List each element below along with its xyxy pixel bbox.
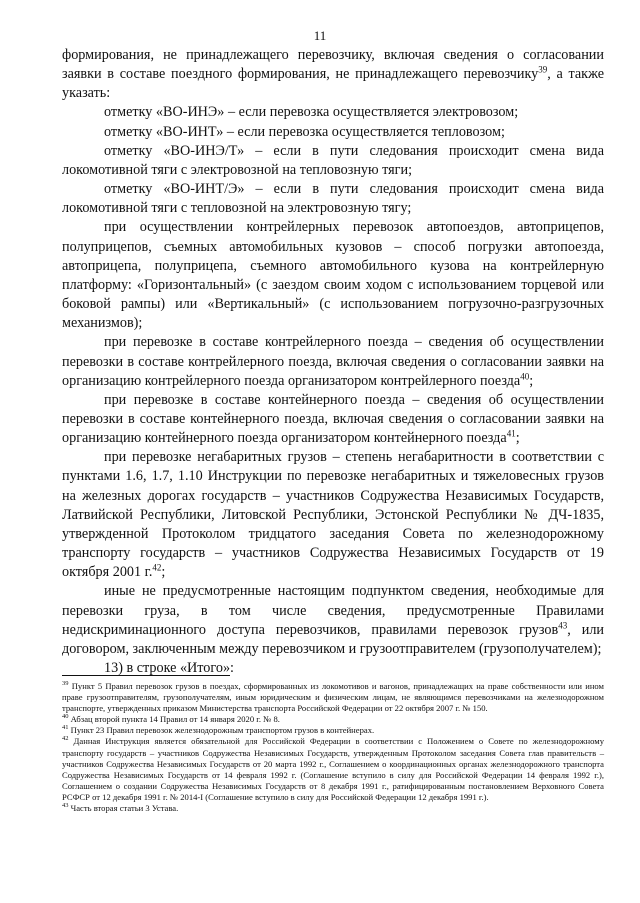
footnote-number: 40 xyxy=(62,713,69,721)
main-text xyxy=(62,46,604,678)
paragraph: при осуществлении контрейлерных перевозок автопоездов, автоприцепов, полуприцепов, съемных автомобильных кузовов – способ погрузки автопоезда, автоприцепа, полуприцепа, съемного автомобильного кузова на контрейлерную платформу: «Горизонтальный» (с заездом своим ходом с использованием торцевой или боковой рампы) или «Вертикальный» (с использованием погрузочно-разгрузочных механизмов); xyxy=(62,219,604,332)
footnote: $^{39}$ Пункт 5 Правил перевозок грузов в поездах, сформированных из локомотивов и вагонов, принадлежащих на праве собственности или ином праве грузоотправителям, грузополучателям, иным юридическим и физическим лицам, не являющимся перевозчиками на железнодорожном транспорте, утвержденных приказом Министерства транспорта Российской Федерации от 22 октября 2007 г. № 150. xyxy=(62,680,604,714)
footnotes xyxy=(62,681,604,814)
footnote-number: 42 xyxy=(62,735,69,743)
paragraph: отметку «ВО-ИНТ» – если перевозка осуществляется тепловозом; xyxy=(104,123,505,140)
footnote: $^{40}$ Абзац второй пункта 14 Правил от 14 января 2020 г. № 8. xyxy=(62,713,280,725)
footnote-ref[interactable]: 40 xyxy=(520,370,530,381)
footnote: $^{41}$ Пункт 23 Правил перевозок железнодорожным транспортом грузов в контейнерах. xyxy=(62,724,375,736)
paragraph: при перевозке негабаритных грузов – степень негабаритности в соответствии с пунктами 1.6, 1.7, 1.10 Инструкции по перевозке негабаритных и тяжеловесных грузов на железных дорогах государств – участников Содружества Независимых Государств, Латвийской Республики, Литовской Республики, Эстонской Республики № ДЧ-1835, утвержденной Протоколом тридцатого заседания Совета по железнодорожному транспорту государств – участников Содружества Независимых Государств от 19 октября 2001 г.$^{42}$; xyxy=(62,449,604,581)
footnote-separator xyxy=(62,675,230,676)
footnote: $^{42}$ Данная Инструкция является обязательной для Российской Федерации в соответствии с Положением о Совете по железнодорожному транспорту государств – участников Содружества Независимых Государств, утвержденным Протоколом заседания Совета глав правительств – участников Содружества Независимых Государств от 20 марта 1992 г., Соглашением о координационных органах железнодорожного транспорта Содружества Независимых Государств от 14 февраля 1992 г. (Соглашение вступило в силу для Российской Федерации 14 февраля 1992 г.), Соглашением о создании Содружества Независимых Государств от 8 декабря 1991 г., ратифицированным постановлением Верховного Совета РСФСР от 12 декабря 1991 г. № 2014-I (Соглашение вступило в силу для Российской Федерации 12 декабря 1991 г.). xyxy=(62,735,604,802)
page-number: 11 xyxy=(313,28,327,43)
paragraph: при перевозке в составе контейнерного поезда – сведения об осуществлении перевозки в составе контейнерного поезда, включая сведения о согласовании заявки на организацию контейнерного поезда организатором контейнерного поезда$^{41}$; xyxy=(62,391,604,447)
footnote-number: 41 xyxy=(62,724,69,732)
paragraph: отметку «ВО-ИНЭ» – если перевозка осуществляется электровозом; xyxy=(104,104,519,121)
footnote-ref[interactable]: 43 xyxy=(558,619,568,630)
footnote-number: 39 xyxy=(62,680,69,688)
paragraph: при перевозке в составе контрейлерного поезда – сведения об осуществлении перевозки в составе контрейлерного поезда, включая сведения о согласовании заявки на организацию контрейлерного поезда организатором контрейлерного поезда$^{40}$; xyxy=(62,334,604,389)
paragraph: формирования, не принадлежащего перевозчику, включая сведения о согласовании заявки в составе поездного формирования, не принадлежащего перевозчику$^{39}$, а также указать: xyxy=(62,47,604,102)
paragraph: иные не предусмотренные настоящим подпунктом сведения, необходимые для перевозки груза, в том числе сведения, предусмотренные Правилами недискриминационного доступа перевозчиков, правилами перевозок грузов$^{43}$, или договором, заключенным между перевозчиком и грузоотправителем (грузополучателем); xyxy=(62,583,604,657)
paragraph: отметку «ВО-ИНТ/Э» – если в пути следования происходит смена вида локомотивной тяги с тепловозной на электровозную тягу; xyxy=(62,181,604,217)
footnote-number: 43 xyxy=(62,802,69,810)
paragraph: 13) в строке «Итого»: xyxy=(104,660,234,676)
paragraph: отметку «ВО-ИНЭ/Т» – если в пути следования происходит смена вида локомотивной тяги с электровозной на тепловозную тяги; xyxy=(62,142,604,178)
footnote-ref[interactable]: 41 xyxy=(506,428,516,439)
footnote-ref[interactable]: 42 xyxy=(152,562,162,573)
footnote: $^{43}$ Часть вторая статьи 3 Устава. xyxy=(62,802,179,814)
footnote-ref[interactable]: 39 xyxy=(538,64,548,75)
